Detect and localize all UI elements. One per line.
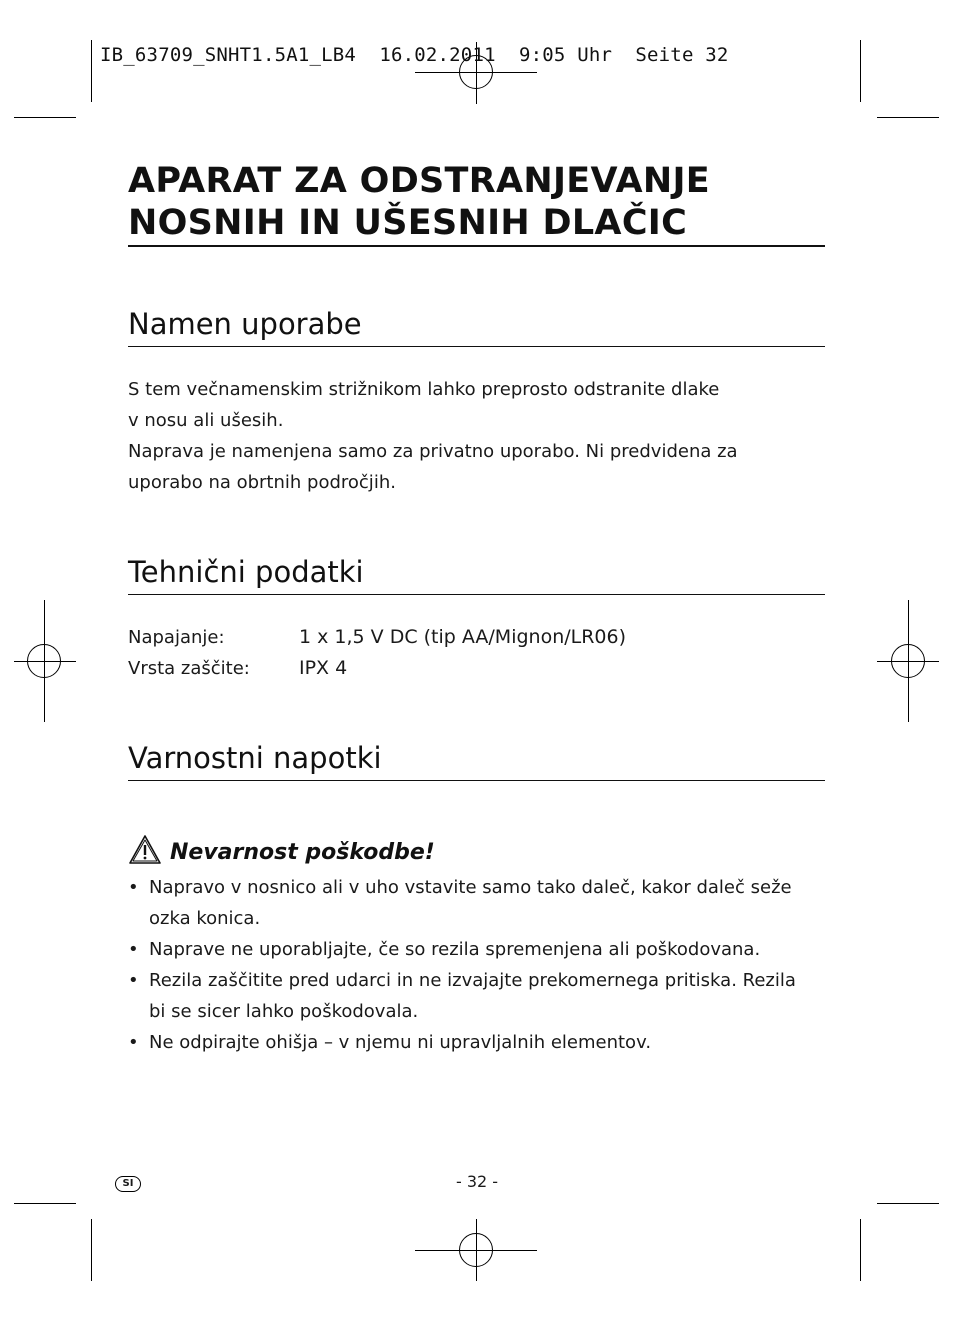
purpose-line: Naprava je namenjena samo za privatno uporabo. Ni predvidena za	[128, 441, 738, 462]
purpose-line: uporabo na obrtnih področjih.	[128, 472, 396, 493]
section-heading-technical: Tehnični podatki	[128, 555, 364, 589]
bullet-icon: •	[128, 1032, 139, 1053]
purpose-line: v nosu ali ušesih.	[128, 410, 284, 431]
spec-label: Vrsta zaščite:	[128, 658, 250, 679]
print-slug: IB_63709_SNHT1.5A1_LB4 16.02.2011 9:05 Uhr Seite 32	[100, 44, 729, 66]
bullet-icon: •	[128, 970, 139, 991]
crop-mark	[14, 1203, 76, 1204]
list-item	[128, 965, 818, 1027]
warning-title: Nevarnost poškodbe!	[170, 839, 435, 865]
page-title-line-1: APARAT ZA ODSTRANJEVANJE	[128, 161, 711, 201]
title-rule	[128, 245, 825, 247]
crop-mark	[860, 40, 861, 102]
warning-heading	[128, 832, 435, 872]
page-title-line-2: NOSNIH IN UŠESNIH DLAČIC	[128, 203, 688, 243]
crop-mark	[91, 40, 92, 102]
list-item-text: Ne odpirajte ohišja – v njemu ni upravljalnih elementov.	[149, 1032, 652, 1053]
list-item-text: ozka konica.	[149, 908, 261, 929]
spec-label: Napajanje:	[128, 627, 225, 648]
crop-mark	[860, 1219, 861, 1281]
crop-mark	[91, 1219, 92, 1281]
list-item-text: Naprave ne uporabljajte, če so rezila spremenjena ali poškodovana.	[149, 939, 761, 960]
list-item-text: Rezila zaščitite pred udarci in ne izvajajte prekomernega pritiska. Rezila	[149, 970, 796, 991]
warning-triangle-icon	[128, 834, 162, 870]
list-item	[128, 872, 818, 934]
list-item	[128, 934, 818, 965]
list-item	[128, 1027, 818, 1058]
purpose-paragraph	[128, 374, 818, 498]
crop-mark	[877, 117, 939, 118]
section-rule	[128, 346, 825, 347]
section-heading-purpose: Namen uporabe	[128, 307, 362, 341]
purpose-line: S tem večnamenskim strižnikom lahko preprosto odstranite dlake	[128, 379, 720, 400]
crop-mark	[877, 1203, 939, 1204]
spec-value: IPX 4	[299, 657, 348, 679]
language-badge: SI	[115, 1176, 141, 1192]
crop-mark	[14, 117, 76, 118]
section-rule	[128, 780, 825, 781]
list-item-text: bi se sicer lahko poškodovala.	[149, 1001, 419, 1022]
page-title	[128, 160, 825, 244]
section-rule	[128, 594, 825, 595]
safety-list	[128, 872, 818, 1058]
bullet-icon: •	[128, 877, 139, 898]
page-number: - 32 -	[455, 1172, 499, 1191]
section-heading-safety: Varnostni napotki	[128, 741, 382, 775]
bullet-icon: •	[128, 939, 139, 960]
list-item-text: Napravo v nosnico ali v uho vstavite samo tako daleč, kakor daleč seže	[149, 877, 792, 898]
spec-value: 1 x 1,5 V DC (tip AA/Mignon/LR06)	[299, 626, 627, 648]
